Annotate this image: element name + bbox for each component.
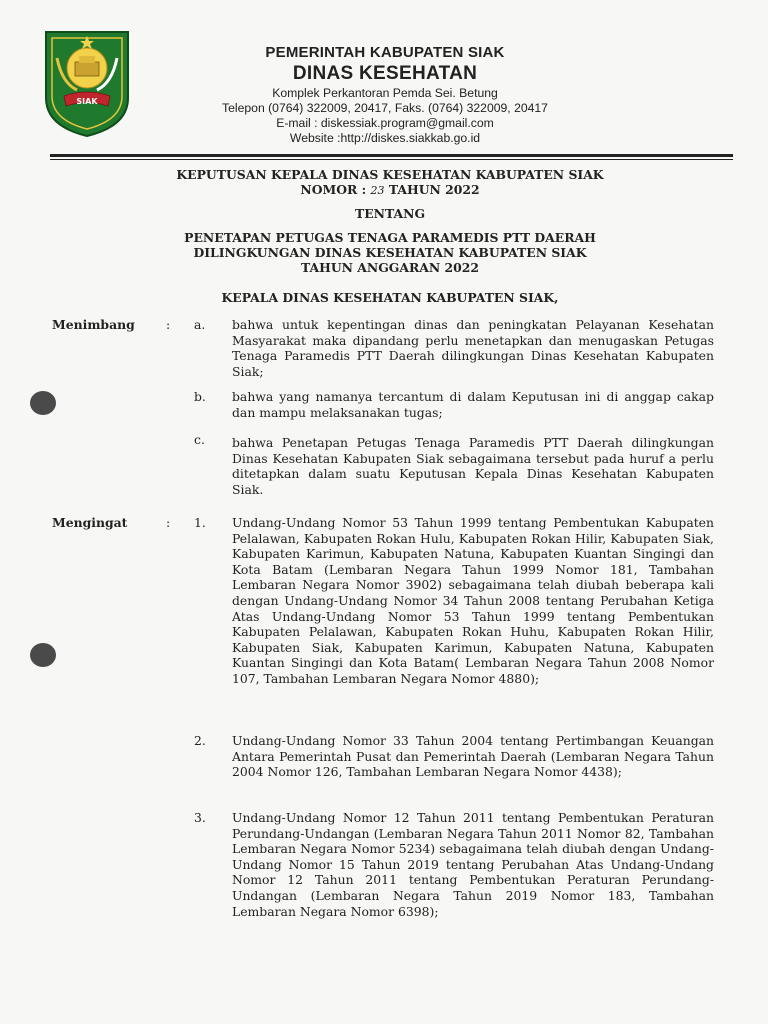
handwritten-number: 23 (370, 184, 385, 197)
letterhead (150, 44, 620, 146)
mengingat-item-3: Undang-Undang Nomor 12 Tahun 2011 tentang Pembentukan Peraturan Perundang-Undangan (Lembaran Negara Tahun 2011 Nomor 82, Tambahan Lembaran Negara Nomor 5234) sebagaimana telah diubah dengan Undang-Undang Nomor 15 Tahun 2019 tentang Perubahan Atas Undang-Undang Nomor 12 Tahun 2011 tentang Pembentukan Peraturan Perundang-Undangan (Lembaran Negara Tahun 2019 Nomor 183, Tambahan Lembaran Negara Nomor 6398); (232, 810, 714, 919)
mengingat-mark-1: 1. (194, 515, 206, 530)
mengingat-mark-3: 3. (194, 810, 206, 825)
email-address: E-mail : diskessiak.program@gmail.com (276, 116, 494, 130)
decree-subject: PENETAPAN PETUGAS TENAGA PARAMEDIS PTT DAERAH DILINGKUNGAN DINAS KESEHATAN KABUPATEN SIAK TAHUN ANGGARAN 2022 (184, 230, 596, 275)
menimbang-mark-b: b. (194, 389, 206, 404)
punch-hole (30, 391, 56, 415)
menimbang-item-c: bahwa Penetapan Petugas Tenaga Paramedis PTT Daerah dilingkungan Dinas Kesehatan Kabupaten Siak sebagaimana tersebut pada huruf a perlu ditetapkan dalam suatu Keputusan Kepala Dinas Kesehatan Kabupaten Siak. (232, 435, 714, 497)
decree-title: KEPUTUSAN KEPALA DINAS KESEHATAN KABUPATEN SIAK (176, 167, 604, 182)
menimbang-colon: : (166, 317, 171, 332)
menimbang-mark-a: a. (194, 317, 206, 332)
siak-regency-emblem-logo (42, 28, 132, 138)
punch-hole (30, 643, 56, 667)
menimbang-label: Menimbang (52, 317, 135, 332)
mengingat-colon: : (166, 515, 171, 530)
menimbang-mark-c: c. (194, 432, 205, 447)
letterhead-divider-thick (50, 154, 733, 157)
phone-fax: Telepon (0764) 322009, 20417, Faks. (0764) 322009, 20417 (222, 101, 548, 115)
mengingat-mark-2: 2. (194, 733, 206, 748)
government-name: PEMERINTAH KABUPATEN SIAK (265, 44, 505, 61)
mengingat-label: Mengingat (52, 515, 128, 530)
agency-name: DINAS KESEHATAN (292, 63, 478, 84)
tentang-heading: TENTANG (354, 206, 426, 221)
menimbang-item-a: bahwa untuk kepentingan dinas dan peningkatan Pelayanan Kesehatan Masyarakat maka dipandang perlu menetapkan dan menugaskan Petugas Tenaga Paramedis PTT Daerah dilingkungan Dinas Kesehatan Kabupaten Siak; (232, 317, 714, 379)
office-address: Komplek Perkantoran Pemda Sei. Betung (272, 86, 498, 100)
menimbang-item-b: bahwa yang namanya tercantum di dalam Keputusan ini di anggap cakap dan mampu melaksanakan tugas; (232, 389, 714, 420)
mengingat-item-2: Undang-Undang Nomor 33 Tahun 2004 tentang Pertimbangan Keuangan Antara Pemerintah Pusat dan Pemerintah Daerah (Lembaran Negara Tahun 2004 Nomor 126, Tambahan Lembaran Negara Nomor 4438); (232, 733, 714, 780)
mengingat-item-1: Undang-Undang Nomor 53 Tahun 1999 tentang Pembentukan Kabupaten Pelalawan, Kabupaten Rokan Hulu, Kabupaten Rokan Hilir, Kabupaten Siak, Kabupaten Karimun, Kabupaten Natuna, Kabupaten Kuantan Singingi dan Kota Batam (Lembaran Negara Tahun 1999 Nomor 181, Tambahan Lembaran Negara Nomor 3902) sebagaimana telah diubah beberapa kali dengan Undang-Undang Nomor 34 Tahun 2008 tentang Perubahan Ketiga Atas Undang-Undang Nomor 53 Tahun 1999 tentang Pembentukan Kabupaten Pelalawan, Kabupaten Rokan Huhu, Kabupaten Rokan Hilir, Kabupaten Siak, Kabupaten Karimun, Kabupaten Natuna, Kabupaten Kuantan Singingi dan Kota Batam( Lembaran Negara Tahun 2008 Nomor 107, Tambahan Lembaran Negara Nomor 4880); (232, 515, 714, 686)
website-address: Website :http://diskes.siakkab.go.id (289, 131, 481, 145)
issuer-heading: KEPALA DINAS KESEHATAN KABUPATEN SIAK, (221, 290, 559, 305)
svg-text:SIAK: SIAK (76, 97, 98, 106)
decree-number: NOMOR : 23 TAHUN 2022 (300, 182, 480, 197)
letterhead-divider-thin (50, 159, 733, 160)
